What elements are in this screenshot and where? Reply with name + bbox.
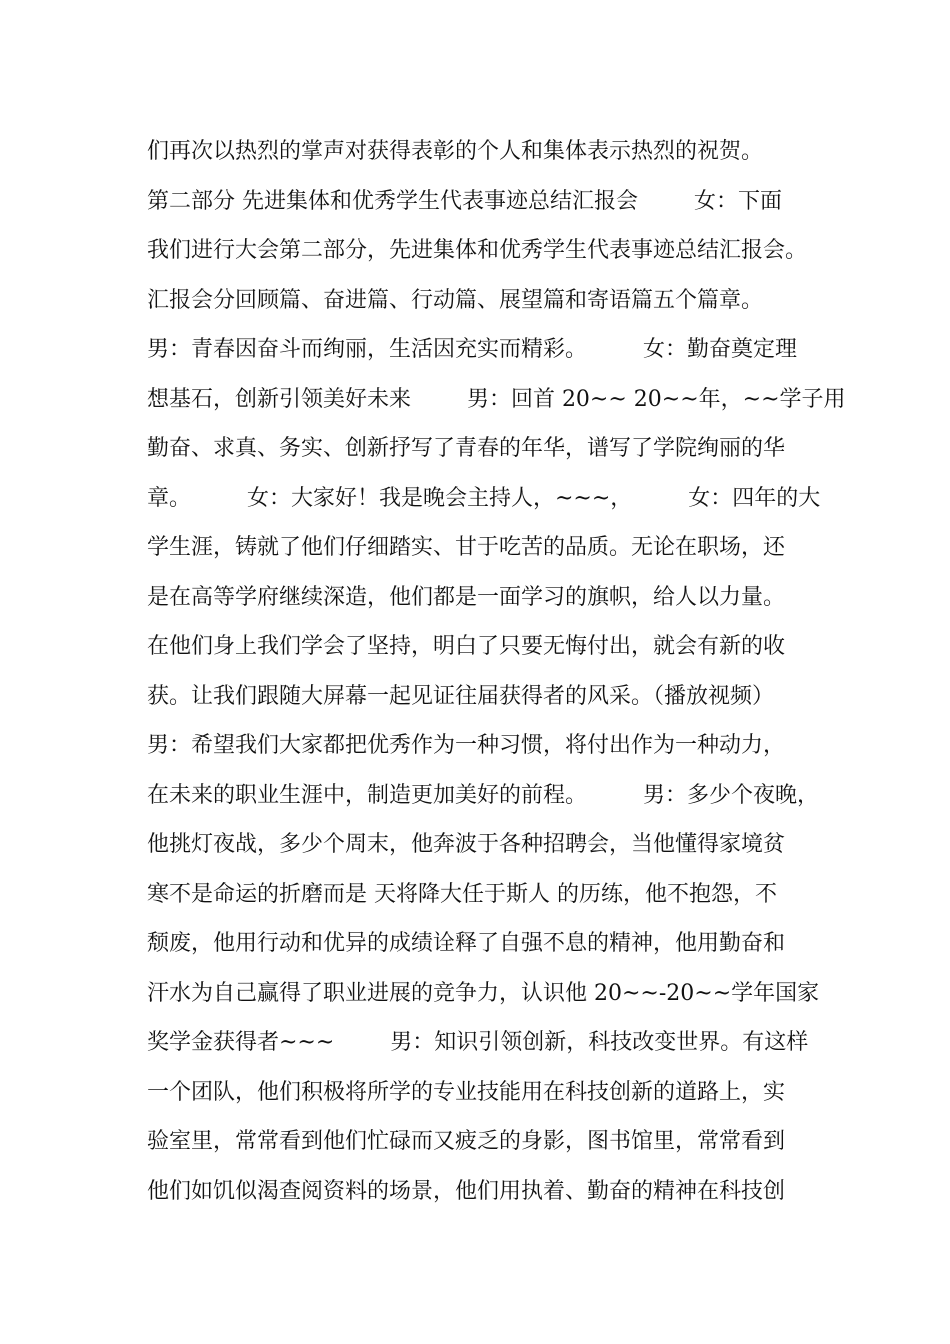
text-line: 在未来的职业生涯中，制造更加美好的前程。 男：多少个夜晚， (147, 782, 819, 808)
text-line: 学生涯，铸就了他们仔细踏实、甘于吃苦的品质。无论在职场，还 (147, 535, 786, 560)
text-line: 他挑灯夜战，多少个周末，他奔波于各种招聘会，当他懂得家境贫 (147, 832, 786, 857)
text-line: 验室里，常常看到他们忙碌而又疲乏的身影，图书馆里，常常看到 (147, 1129, 786, 1154)
text-line: 章。 女：大家好！我是晚会主持人，~~~， 女：四年的大 (147, 485, 821, 511)
text-line: 汇报会分回顾篇、奋进篇、行动篇、展望篇和寄语篇五个篇章。 (147, 287, 764, 313)
text-line: 奖学金获得者~~~ 男：知识引领创新，科技改变世界。有这样 (147, 1030, 809, 1055)
text-line: 他们如饥似渴查阅资料的场景，他们用执着、勤奋的精神在科技创 (147, 1178, 786, 1204)
text-line: 获。让我们跟随大屏幕一起见证往届获得者的风采。（播放视频） (147, 683, 775, 709)
text-line: 们再次以热烈的掌声对获得表彰的个人和集体表示热烈的祝贺。 (147, 139, 764, 164)
text-line: 颓废，他用行动和优异的成绩诠释了自强不息的精神，他用勤奋和 (147, 931, 786, 956)
text-line: 一个团队，他们积极将所学的专业技能用在科技创新的道路上，实 (147, 1079, 786, 1105)
text-line: 勤奋、求真、务实、创新抒写了青春的年华，谱写了学院绚丽的华 (147, 436, 786, 461)
text-line: 寒不是命运的折磨而是 天将降大任于斯人 的历练，他不抱怨，不 (147, 881, 777, 907)
text-line: 是在高等学府继续深造，他们都是一面学习的旗帜，给人以力量。 (147, 584, 786, 610)
text-line: 想基石，创新引领美好未来 男：回首 20~~ 20~~年，~~学子用 (147, 386, 846, 412)
text-line: 男：青春因奋斗而绚丽，生活因充实而精彩。 女：勤奋奠定理 (147, 337, 797, 362)
text-line: 汗水为自己赢得了职业进展的竞争力，认识他 20~~-20~~学年国家 (147, 980, 820, 1006)
text-line: 男：希望我们大家都把优秀作为一种习惯，将付出作为一种动力， (147, 733, 786, 758)
text-line: 我们进行大会第二部分，先进集体和优秀学生代表事迹总结汇报会。 (147, 238, 808, 263)
body-text (147, 127, 846, 1216)
text-line: 第二部分 先进集体和优秀学生代表事迹总结汇报会 女：下面 (147, 188, 782, 214)
text-line: 在他们身上我们学会了坚持，明白了只要无悔付出，就会有新的收 (147, 634, 786, 659)
